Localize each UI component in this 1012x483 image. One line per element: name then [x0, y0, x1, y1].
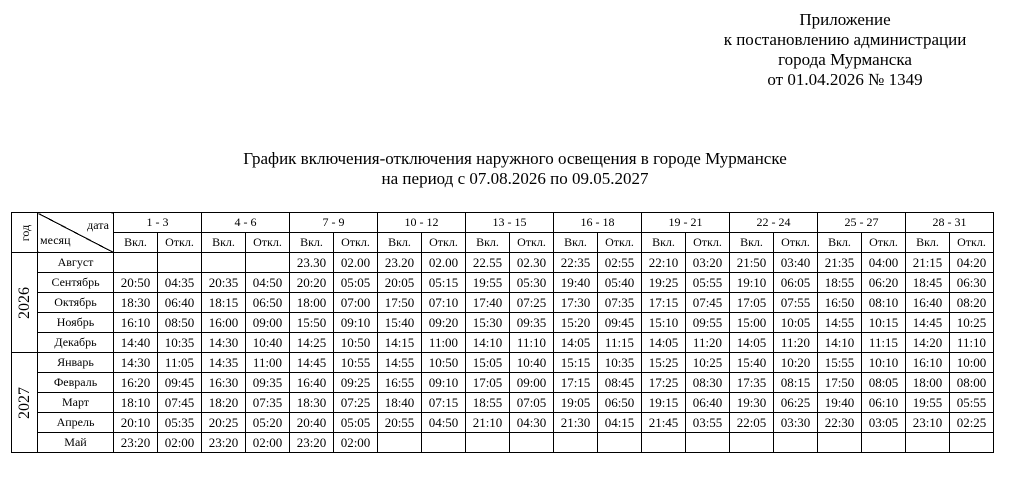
on-time-cell: 20:35 [202, 273, 246, 293]
month-header-label: месяц [40, 233, 71, 247]
off-time-cell: 07:15 [422, 393, 466, 413]
year-header-label: год [17, 224, 32, 241]
on-time-cell [906, 433, 950, 453]
off-time-cell: 08:00 [950, 373, 994, 393]
on-header: Вкл. [466, 233, 510, 253]
on-time-cell: 14:30 [114, 353, 158, 373]
off-time-cell: 10:25 [950, 313, 994, 333]
off-time-cell: 04:35 [158, 273, 202, 293]
off-header: Откл. [774, 233, 818, 253]
on-time-cell: 15:50 [290, 313, 334, 333]
off-time-cell: 02:00 [246, 433, 290, 453]
on-time-cell: 16:30 [202, 373, 246, 393]
off-time-cell: 10:50 [422, 353, 466, 373]
off-time-cell: 06:50 [246, 293, 290, 313]
on-time-cell [554, 433, 598, 453]
on-time-cell: 20:10 [114, 413, 158, 433]
off-time-cell [510, 433, 554, 453]
off-header: Откл. [950, 233, 994, 253]
off-time-cell: 03:05 [862, 413, 906, 433]
off-time-cell: 06:20 [862, 273, 906, 293]
month-name: Ноябрь [38, 313, 114, 333]
off-time-cell: 02.00 [334, 253, 378, 273]
year-cell [12, 353, 38, 453]
off-time-cell: 04:00 [862, 253, 906, 273]
on-time-cell: 16:10 [906, 353, 950, 373]
off-time-cell: 07:25 [334, 393, 378, 413]
on-time-cell: 18:10 [114, 393, 158, 413]
off-time-cell: 11:20 [774, 333, 818, 353]
off-time-cell: 10:40 [246, 333, 290, 353]
on-time-cell: 14:45 [290, 353, 334, 373]
off-time-cell: 02:55 [598, 253, 642, 273]
off-time-cell: 10:35 [158, 333, 202, 353]
year-label: 2027 [15, 386, 33, 419]
off-time-cell: 05:20 [246, 413, 290, 433]
off-time-cell: 09:45 [158, 373, 202, 393]
on-time-cell: 21:50 [730, 253, 774, 273]
on-time-cell: 18:30 [114, 293, 158, 313]
period-header: 19 - 21 [642, 213, 730, 233]
off-time-cell: 08:50 [158, 313, 202, 333]
off-header: Откл. [158, 233, 202, 253]
on-time-cell: 14:25 [290, 333, 334, 353]
on-time-cell: 18:45 [906, 273, 950, 293]
on-time-cell: 14:10 [466, 333, 510, 353]
off-time-cell: 04:20 [950, 253, 994, 273]
period-header: 10 - 12 [378, 213, 466, 233]
off-time-cell: 09:10 [422, 373, 466, 393]
on-time-cell: 22.55 [466, 253, 510, 273]
on-time-cell: 21:10 [466, 413, 510, 433]
off-time-cell: 11:10 [950, 333, 994, 353]
on-time-cell: 20:40 [290, 413, 334, 433]
on-time-cell: 22:35 [554, 253, 598, 273]
date-month-header-cell [38, 213, 114, 253]
off-time-cell: 10:10 [862, 353, 906, 373]
on-time-cell: 20:05 [378, 273, 422, 293]
off-time-cell: 05:15 [422, 273, 466, 293]
off-time-cell: 09:00 [510, 373, 554, 393]
on-time-cell: 15:00 [730, 313, 774, 333]
month-name: Август [38, 253, 114, 273]
on-time-cell: 20:20 [290, 273, 334, 293]
off-time-cell: 10:50 [334, 333, 378, 353]
on-time-cell: 23.20 [378, 253, 422, 273]
off-time-cell: 10:00 [950, 353, 994, 373]
period-header: 4 - 6 [202, 213, 290, 233]
on-time-cell: 14:35 [202, 353, 246, 373]
on-time-cell: 15:25 [642, 353, 686, 373]
off-time-cell: 11:00 [246, 353, 290, 373]
on-time-cell: 23:20 [290, 433, 334, 453]
on-time-cell: 14:40 [114, 333, 158, 353]
off-time-cell: 09:55 [686, 313, 730, 333]
off-time-cell: 10:15 [862, 313, 906, 333]
on-time-cell: 17:50 [378, 293, 422, 313]
off-time-cell: 11:15 [862, 333, 906, 353]
off-time-cell: 08:05 [862, 373, 906, 393]
off-time-cell: 09:35 [510, 313, 554, 333]
on-time-cell: 17:50 [818, 373, 862, 393]
off-time-cell: 05:05 [334, 413, 378, 433]
off-time-cell: 08:45 [598, 373, 642, 393]
month-name: Сентябрь [38, 273, 114, 293]
off-time-cell: 07:25 [510, 293, 554, 313]
off-time-cell: 02:00 [334, 433, 378, 453]
on-time-cell [730, 433, 774, 453]
on-time-cell [818, 433, 862, 453]
off-time-cell: 09:45 [598, 313, 642, 333]
off-time-cell: 03:30 [774, 413, 818, 433]
period-header: 13 - 15 [466, 213, 554, 233]
document-title [0, 149, 1012, 189]
on-time-cell: 20:50 [114, 273, 158, 293]
on-time-cell: 18:00 [290, 293, 334, 313]
on-time-cell: 14:20 [906, 333, 950, 353]
on-time-cell: 15:15 [554, 353, 598, 373]
off-time-cell: 02.30 [510, 253, 554, 273]
off-time-cell: 07:45 [686, 293, 730, 313]
on-time-cell: 14:05 [642, 333, 686, 353]
on-time-cell: 21:15 [906, 253, 950, 273]
off-time-cell: 05:40 [598, 273, 642, 293]
off-header: Откл. [422, 233, 466, 253]
off-header: Откл. [334, 233, 378, 253]
table-row [12, 333, 994, 353]
on-header: Вкл. [378, 233, 422, 253]
month-name: Октябрь [38, 293, 114, 313]
period-header: 25 - 27 [818, 213, 906, 233]
on-header: Вкл. [554, 233, 598, 253]
on-time-cell [642, 433, 686, 453]
off-header: Откл. [510, 233, 554, 253]
off-time-cell [422, 433, 466, 453]
off-time-cell: 10:55 [334, 353, 378, 373]
period-header: 7 - 9 [290, 213, 378, 233]
on-time-cell: 15:40 [730, 353, 774, 373]
off-time-cell: 11:10 [510, 333, 554, 353]
on-time-cell: 18:40 [378, 393, 422, 413]
on-time-cell: 22:05 [730, 413, 774, 433]
table-row [12, 293, 994, 313]
year-label: 2026 [15, 286, 33, 319]
off-time-cell: 09:35 [246, 373, 290, 393]
year-header-cell [12, 213, 38, 253]
off-time-cell: 07:05 [510, 393, 554, 413]
off-time-cell: 04:15 [598, 413, 642, 433]
on-time-cell: 21:30 [554, 413, 598, 433]
off-header: Откл. [598, 233, 642, 253]
on-time-cell [466, 433, 510, 453]
on-time-cell: 23:20 [202, 433, 246, 453]
on-header: Вкл. [906, 233, 950, 253]
off-time-cell: 07:55 [774, 293, 818, 313]
on-time-cell: 20:55 [378, 413, 422, 433]
off-time-cell: 06:10 [862, 393, 906, 413]
on-header: Вкл. [642, 233, 686, 253]
month-name: Май [38, 433, 114, 453]
on-header: Вкл. [730, 233, 774, 253]
off-time-cell: 11:20 [686, 333, 730, 353]
off-time-cell: 07:00 [334, 293, 378, 313]
off-time-cell: 06:40 [158, 293, 202, 313]
on-time-cell: 14:30 [202, 333, 246, 353]
on-time-cell: 19:40 [554, 273, 598, 293]
on-time-cell [114, 253, 158, 273]
on-time-cell: 23:10 [906, 413, 950, 433]
off-time-cell [950, 433, 994, 453]
off-time-cell [862, 433, 906, 453]
off-time-cell: 05:05 [334, 273, 378, 293]
title-line-2: на период с 07.08.2026 по 09.05.2027 [381, 169, 649, 188]
off-time-cell: 08:15 [774, 373, 818, 393]
on-time-cell: 23:20 [114, 433, 158, 453]
on-time-cell: 19:40 [818, 393, 862, 413]
on-time-cell: 19:55 [466, 273, 510, 293]
on-time-cell: 14:55 [818, 313, 862, 333]
on-time-cell: 16:20 [114, 373, 158, 393]
off-time-cell: 09:20 [422, 313, 466, 333]
table-row [12, 253, 994, 273]
on-time-cell: 15:30 [466, 313, 510, 333]
off-time-cell: 07:45 [158, 393, 202, 413]
off-time-cell [246, 253, 290, 273]
on-time-cell: 15:10 [642, 313, 686, 333]
off-time-cell: 10:05 [774, 313, 818, 333]
off-time-cell: 07:10 [422, 293, 466, 313]
off-time-cell: 05:55 [950, 393, 994, 413]
off-time-cell: 05:55 [686, 273, 730, 293]
on-time-cell: 16:10 [114, 313, 158, 333]
on-time-cell: 19:25 [642, 273, 686, 293]
off-time-cell: 10:40 [510, 353, 554, 373]
on-time-cell [378, 433, 422, 453]
on-time-cell: 18:15 [202, 293, 246, 313]
table-row [12, 413, 994, 433]
on-time-cell: 18:55 [818, 273, 862, 293]
appendix-block [690, 10, 1000, 90]
off-time-cell: 10:35 [598, 353, 642, 373]
lighting-schedule-table [11, 212, 994, 453]
on-time-cell: 17:25 [642, 373, 686, 393]
month-name: Апрель [38, 413, 114, 433]
off-time-cell: 03:40 [774, 253, 818, 273]
off-time-cell [774, 433, 818, 453]
table-row [12, 353, 994, 373]
on-time-cell: 17:15 [554, 373, 598, 393]
off-time-cell [598, 433, 642, 453]
on-time-cell: 21:35 [818, 253, 862, 273]
on-time-cell: 17:05 [730, 293, 774, 313]
off-time-cell: 09:25 [334, 373, 378, 393]
off-time-cell: 06:05 [774, 273, 818, 293]
off-time-cell: 06:40 [686, 393, 730, 413]
table-row [12, 273, 994, 293]
off-time-cell: 05:35 [158, 413, 202, 433]
appendix-line-1: Приложение [799, 10, 891, 29]
appendix-line-4: от 01.04.2026 № 1349 [767, 70, 923, 89]
on-time-cell: 19:10 [730, 273, 774, 293]
appendix-line-3: города Мурманска [778, 50, 912, 69]
year-cell [12, 253, 38, 353]
on-time-cell: 17:40 [466, 293, 510, 313]
on-time-cell: 20:25 [202, 413, 246, 433]
off-time-cell: 02:25 [950, 413, 994, 433]
on-time-cell: 18:55 [466, 393, 510, 413]
off-time-cell: 06:30 [950, 273, 994, 293]
on-time-cell: 16:50 [818, 293, 862, 313]
on-time-cell: 17:30 [554, 293, 598, 313]
off-header: Откл. [686, 233, 730, 253]
on-time-cell: 18:20 [202, 393, 246, 413]
on-header: Вкл. [202, 233, 246, 253]
off-time-cell: 09:10 [334, 313, 378, 333]
header-row-on-off [12, 233, 994, 253]
on-time-cell: 22:10 [642, 253, 686, 273]
off-time-cell: 03:20 [686, 253, 730, 273]
table-row [12, 393, 994, 413]
off-time-cell: 08:10 [862, 293, 906, 313]
period-header: 1 - 3 [114, 213, 202, 233]
on-time-cell: 19:55 [906, 393, 950, 413]
off-time-cell: 05:30 [510, 273, 554, 293]
date-header-label: дата [87, 218, 109, 232]
on-time-cell: 22:30 [818, 413, 862, 433]
on-time-cell: 15:55 [818, 353, 862, 373]
off-time-cell: 11:15 [598, 333, 642, 353]
on-time-cell: 18:00 [906, 373, 950, 393]
on-time-cell: 15:05 [466, 353, 510, 373]
on-time-cell: 16:40 [906, 293, 950, 313]
off-time-cell: 04:50 [246, 273, 290, 293]
off-time-cell: 11:00 [422, 333, 466, 353]
off-header: Откл. [862, 233, 906, 253]
off-time-cell: 03:55 [686, 413, 730, 433]
off-time-cell [158, 253, 202, 273]
on-time-cell: 15:40 [378, 313, 422, 333]
on-header: Вкл. [290, 233, 334, 253]
table-row [12, 313, 994, 333]
on-time-cell: 14:45 [906, 313, 950, 333]
on-time-cell: 16:40 [290, 373, 334, 393]
on-time-cell: 14:05 [730, 333, 774, 353]
period-header: 28 - 31 [906, 213, 994, 233]
on-time-cell: 19:05 [554, 393, 598, 413]
off-header: Откл. [246, 233, 290, 253]
on-time-cell: 23.30 [290, 253, 334, 273]
header-row-periods [12, 213, 994, 233]
off-time-cell: 08:20 [950, 293, 994, 313]
month-name: Декабрь [38, 333, 114, 353]
month-name: Март [38, 393, 114, 413]
off-time-cell: 11:05 [158, 353, 202, 373]
on-header: Вкл. [818, 233, 862, 253]
table-row [12, 433, 994, 453]
table-row [12, 373, 994, 393]
off-time-cell: 02:00 [158, 433, 202, 453]
off-time-cell [686, 433, 730, 453]
off-time-cell: 09:00 [246, 313, 290, 333]
on-time-cell: 18:30 [290, 393, 334, 413]
month-name: Февраль [38, 373, 114, 393]
on-time-cell: 17:05 [466, 373, 510, 393]
on-time-cell: 19:15 [642, 393, 686, 413]
off-time-cell: 10:20 [774, 353, 818, 373]
on-time-cell: 16:00 [202, 313, 246, 333]
title-line-1: График включения-отключения наружного освещения в городе Мурманске [243, 149, 787, 168]
off-time-cell: 07:35 [598, 293, 642, 313]
on-time-cell: 16:55 [378, 373, 422, 393]
off-time-cell: 10:25 [686, 353, 730, 373]
on-time-cell [202, 253, 246, 273]
off-time-cell: 02.00 [422, 253, 466, 273]
on-time-cell: 14:10 [818, 333, 862, 353]
off-time-cell: 04:50 [422, 413, 466, 433]
on-time-cell: 19:30 [730, 393, 774, 413]
off-time-cell: 07:35 [246, 393, 290, 413]
period-header: 16 - 18 [554, 213, 642, 233]
on-time-cell: 17:15 [642, 293, 686, 313]
on-time-cell: 21:45 [642, 413, 686, 433]
on-time-cell: 17:35 [730, 373, 774, 393]
appendix-line-2: к постановлению администрации [723, 30, 967, 49]
on-time-cell: 14:15 [378, 333, 422, 353]
on-header: Вкл. [114, 233, 158, 253]
off-time-cell: 08:30 [686, 373, 730, 393]
on-time-cell: 15:20 [554, 313, 598, 333]
off-time-cell: 06:25 [774, 393, 818, 413]
off-time-cell: 06:50 [598, 393, 642, 413]
period-header: 22 - 24 [730, 213, 818, 233]
month-name: Январь [38, 353, 114, 373]
off-time-cell: 04:30 [510, 413, 554, 433]
on-time-cell: 14:05 [554, 333, 598, 353]
on-time-cell: 14:55 [378, 353, 422, 373]
